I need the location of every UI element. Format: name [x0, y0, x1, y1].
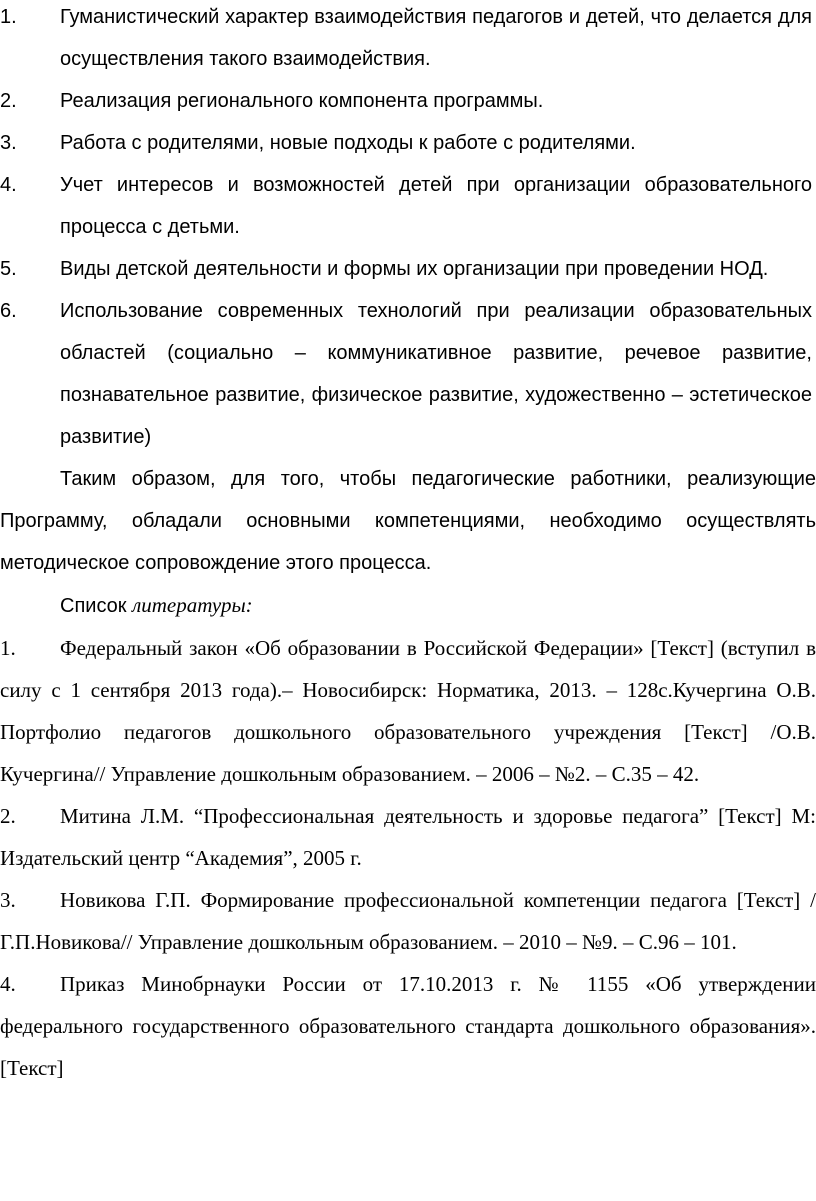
list-item-number: 4.: [0, 174, 17, 196]
reference-number: 4.: [0, 972, 16, 996]
references-heading-plain: Список: [60, 595, 133, 617]
reference-number: 2.: [0, 804, 16, 828]
references-heading-italic: литературы:: [132, 593, 253, 617]
references-section: [0, 584, 816, 1089]
list-item: [0, 80, 812, 122]
reference-item: [0, 963, 816, 1089]
list-item-text: Реализация регионального компонента программы.: [60, 90, 544, 112]
reference-item: [0, 879, 816, 963]
reference-number: 1.: [0, 636, 16, 660]
list-item: [0, 290, 812, 458]
topic-list: [0, 0, 816, 584]
reference-number: 3.: [0, 888, 16, 912]
list-item: [0, 164, 812, 248]
reference-item: [0, 627, 816, 795]
list-item-text: Учет интересов и возможностей детей при организации образовательного процесса с детьми.: [60, 174, 812, 238]
list-item: [0, 0, 812, 80]
reference-text: Приказ Минобрнауки России от 17.10.2013 г. № 1155 «Об утверждении федерального государственного образовательного стандарта дошкольного образования». [Текст]: [0, 972, 816, 1080]
references-heading: [0, 584, 816, 627]
list-item: [0, 122, 812, 164]
list-item-text: Работа с родителями, новые подходы к работе с родителями.: [60, 132, 636, 154]
list-item-number: 2.: [0, 90, 17, 112]
reference-item: [0, 795, 816, 879]
list-item-number: 3.: [0, 132, 17, 154]
list-item-text: Использование современных технологий при реализации образовательных областей (социально – коммуникативное развитие, речевое развитие, познавательное развитие, физическое развитие, художественно – эстетическое развитие): [60, 300, 812, 448]
list-item-number: 5.: [0, 258, 17, 280]
list-item: [0, 248, 812, 290]
list-item-number: 6.: [0, 300, 17, 322]
reference-text: Новикова Г.П. Формирование профессиональной компетенции педагога [Текст] / Г.П.Новикова// Управление дошкольным образованием. – 2010 – №9. – С.96 – 101.: [0, 888, 816, 954]
list-item-text: Виды детской деятельности и формы их организации при проведении НОД.: [60, 258, 769, 280]
list-item-text: Гуманистический характер взаимодействия педагогов и детей, что делается для осуществления такого взаимодействия.: [60, 6, 812, 70]
conclusion-paragraph: Таким образом, для того, чтобы педагогические работники, реализующие Программу, обладали основными компетенциями, необходимо осуществлять методическое сопровождение этого процесса.: [0, 468, 816, 574]
reference-text: Федеральный закон «Об образовании в Российской Федерации» [Текст] (вступил в силу с 1 сентября 2013 года).– Новосибирск: Норматика, 2013. – 128с.Кучергина О.В. Портфолио педагогов дошкольного образовательного учреждения [Текст] /О.В. Кучергина// Управление дошкольным образованием. – 2006 – №2. – С.35 – 42.: [0, 636, 816, 786]
reference-text: Митина Л.М. “Профессиональная деятельность и здоровье педагога” [Текст] М: Издательский центр “Академия”, 2005 г.: [0, 804, 816, 870]
list-item-number: 1.: [0, 6, 17, 28]
